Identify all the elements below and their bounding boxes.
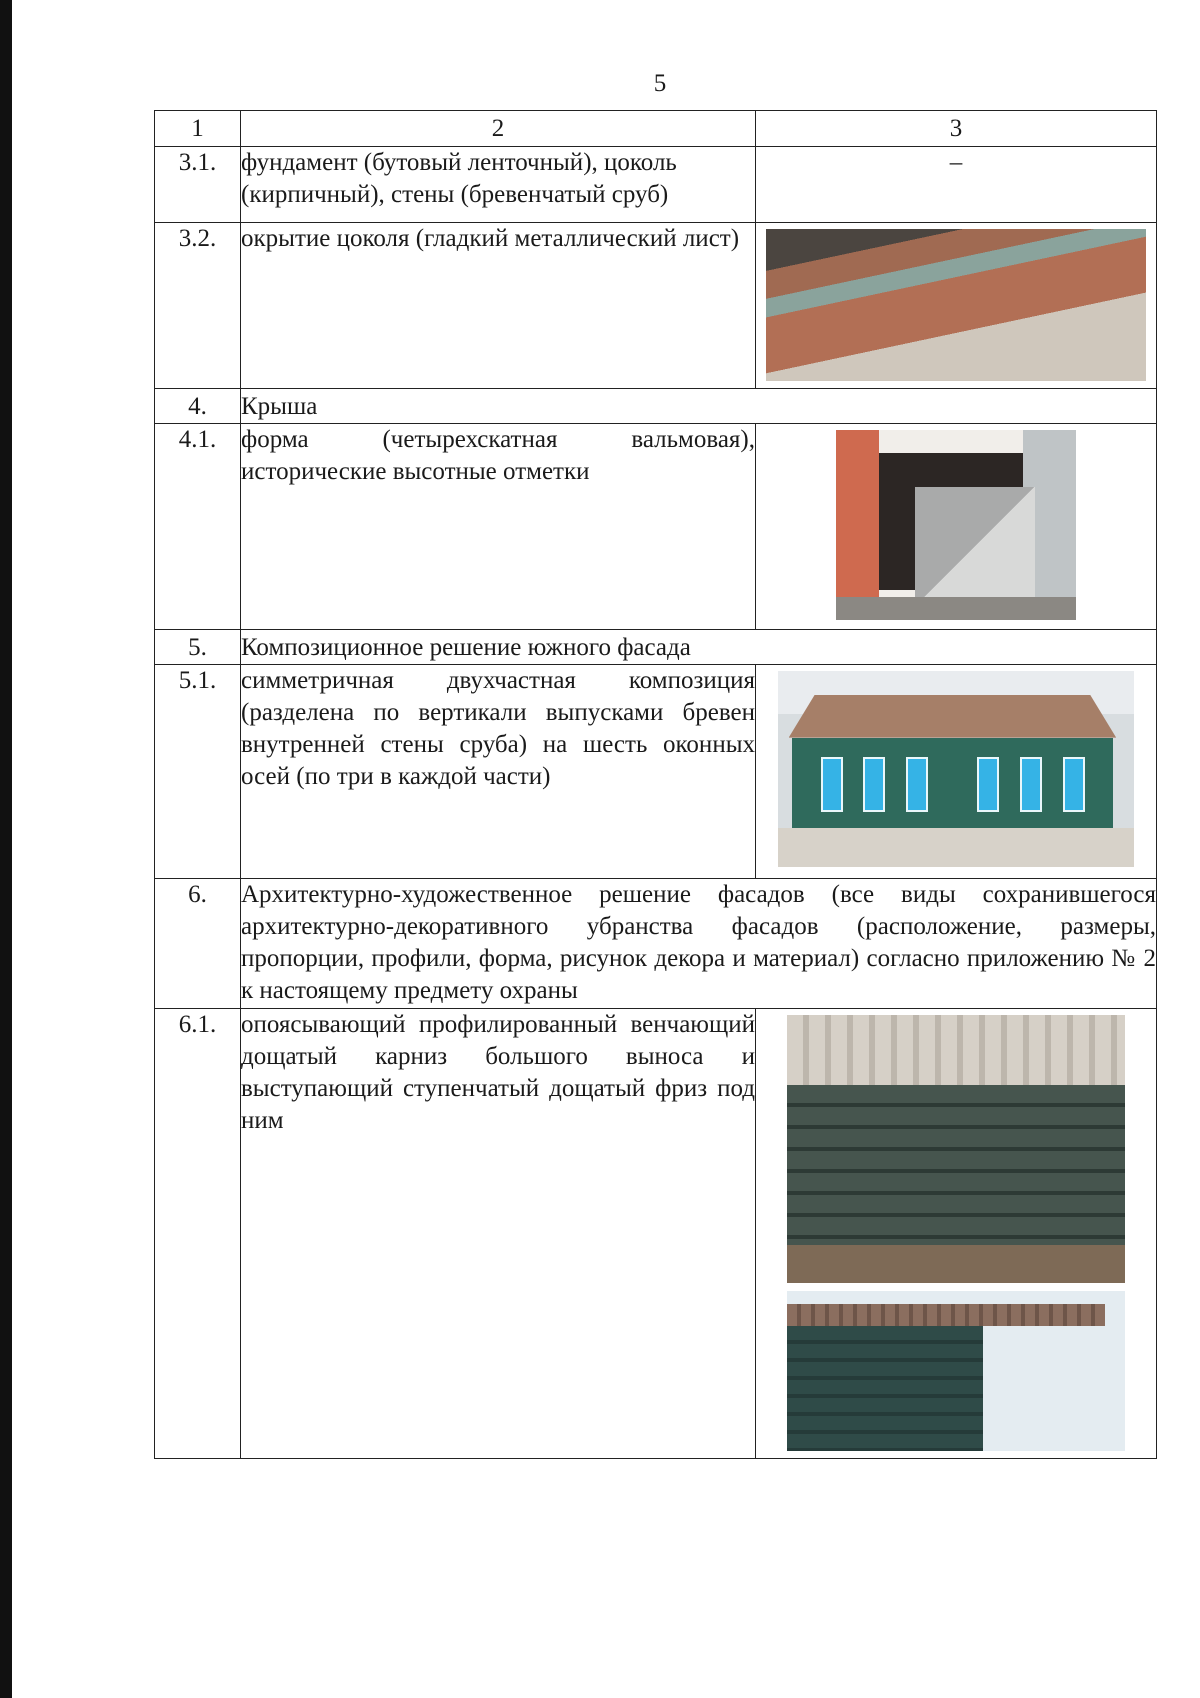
eaves-frieze-photo [787,1291,1125,1451]
scan-edge [0,0,12,1698]
column-header-2: 2 [241,111,756,147]
row-text: опоясывающий профилированный венчающий дощатый карниз большого выноса и выступающий ступенчатый дощатый фриз под ним [241,1009,756,1459]
row-photo-cell [756,223,1157,389]
row-text: форма (четырехскатная вальмовая), исторические высотные отметки [241,424,756,630]
table-row [155,665,1157,879]
row-photo-cell [756,1009,1157,1459]
row-text: окрытие цоколя (гладкий металлический лист) [241,223,756,389]
cornice-corner-photo [787,1015,1125,1283]
page-number: 5 [653,70,667,97]
row-text: фундамент (бутовый ленточный), цоколь (кирпичный), стены (бревенчатый сруб) [241,147,756,223]
table-header-row [155,111,1157,147]
row-column-3: – [756,147,1157,223]
table-row [155,424,1157,630]
column-header-1: 1 [155,111,241,147]
row-number: 3.2. [155,223,241,389]
table-row [155,630,1157,665]
row-number: 4.1. [155,424,241,630]
roof-aerial-photo [836,430,1076,620]
table-row [155,389,1157,424]
section-heading: Композиционное решение южного фасада [241,630,1157,665]
table-row [155,147,1157,223]
row-photo-cell [756,424,1157,630]
section-heading: Крыша [241,389,1157,424]
row-number: 3.1. [155,147,241,223]
south-facade-photo [778,671,1134,867]
plinth-metal-cover-photo [766,229,1146,381]
column-header-3: 3 [756,111,1157,147]
row-photo-cell [756,665,1157,879]
table-row [155,1009,1157,1459]
row-number: 6.1. [155,1009,241,1459]
row-number: 4. [155,389,241,424]
row-number: 6. [155,879,241,1009]
row-number: 5.1. [155,665,241,879]
table-row [155,223,1157,389]
row-number: 5. [155,630,241,665]
protection-subject-table [154,110,1157,1459]
section-heading: Архитектурно-художественное решение фасадов (все виды сохранившегося архитектурно-декоративного убранства фасадов (расположение, размеры, пропорции, профили, форма, рисунок декора и материал) согласно приложению № 2 к настоящему предмету охраны [241,879,1157,1009]
row-text: симметричная двухчастная композиция (разделена по вертикали выпусками бревен внутренней стены сруба) на шесть оконных осей (по три в каждой части) [241,665,756,879]
table-row [155,879,1157,1009]
